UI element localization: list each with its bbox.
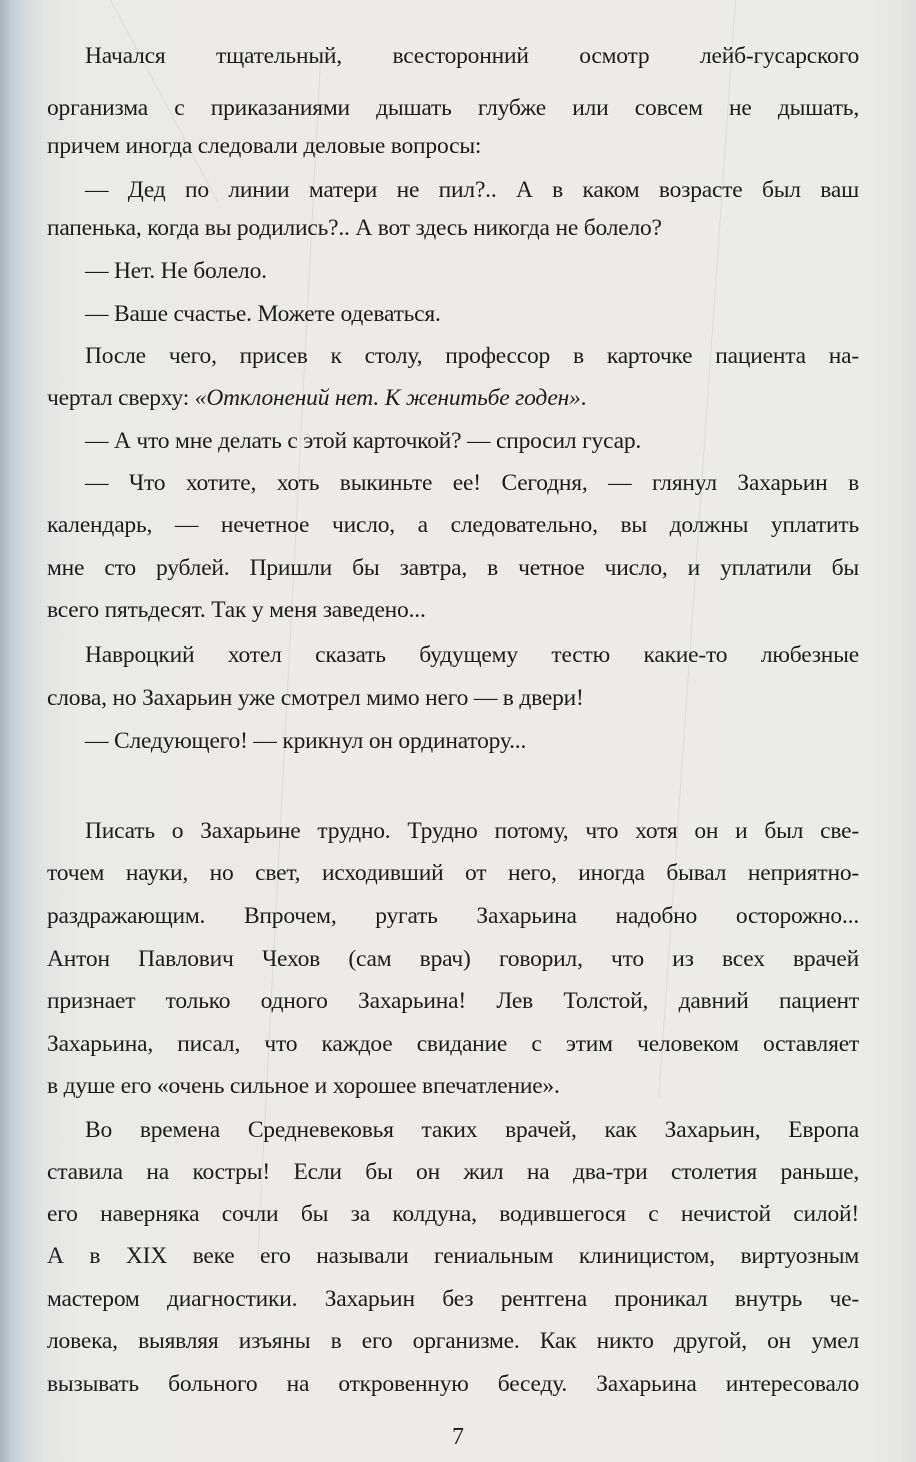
text-span: чертал сверху:	[47, 385, 195, 411]
text-line: После чего, присев к столу, профессор в карточке пациента на-	[85, 343, 859, 369]
text-line: — А что мне делать с этой карточкой? — спросил гусар.	[85, 428, 642, 454]
text-line: папенька, когда вы родились?.. А вот здесь никогда не болело?	[47, 215, 662, 241]
text-line	[47, 383, 586, 413]
text-line: мастером диагностики. Захарьин без рентгена проникал внутрь че-	[47, 1286, 859, 1312]
text-line: точем науки, но свет, исходивший от него, иногда бывал неприятно-	[47, 860, 859, 886]
text-line: мне сто рублей. Пришли бы завтра, в четное число, и уплатили бы	[47, 555, 859, 581]
text-line: Начался тщательный, всесторонний осмотр лейб-гусарского	[85, 43, 859, 69]
text-line: календарь, — нечетное число, а следовательно, вы должны уплатить	[47, 512, 859, 538]
text-line: Во времена Средневековья таких врачей, как Захарьин, Европа	[85, 1117, 859, 1143]
text-line: раздражающим. Впрочем, ругать Захарьина надобно осторожно...	[47, 903, 859, 929]
text-line: — Дед по линии матери не пил?.. А в каком возрасте был ваш	[85, 177, 859, 203]
text-line: Навроцкий хотел сказать будущему тестю какие-то любезные	[85, 642, 859, 668]
text-span: .	[580, 385, 587, 411]
text-line: всего пятьдесят. Так у меня заведено...	[47, 597, 426, 623]
paper-crease	[658, 0, 736, 1097]
text-line: ставила на костры! Если бы он жил на два-три столетия раньше,	[47, 1159, 859, 1185]
text-line: — Нет. Не болело.	[85, 258, 267, 284]
italic-quote: «Отклонений нет. К женитьбе годен»	[194, 385, 581, 411]
text-line: слова, но Захарьин уже смотрел мимо него — в двери!	[47, 685, 584, 711]
text-line: причем иногда следовали деловые вопросы:	[47, 133, 482, 159]
text-line: в душе его «очень сильное и хорошее впечатление».	[47, 1073, 560, 1099]
text-line: признает только одного Захарьина! Лев Толстой, давний пациент	[47, 988, 859, 1014]
text-line: его наверняка сочли бы за колдуна, водившегося с нечистой силой!	[47, 1201, 859, 1227]
text-line: — Ваше счастье. Можете одеваться.	[85, 301, 441, 327]
text-line: — Что хотите, хоть выкиньте ее! Сегодня, — глянул Захарьин в	[85, 470, 859, 496]
text-line: Антон Павлович Чехов (сам врач) говорил, что из всех врачей	[47, 946, 859, 972]
text-line: Писать о Захарьине трудно. Трудно потому, что хотя он и был све-	[85, 818, 859, 844]
text-line: вызывать больного на откровенную беседу. Захарьина интересовало	[47, 1371, 859, 1397]
text-line: ловека, выявляя изъяны в его организме. Как никто другой, он умел	[47, 1328, 859, 1354]
text-line: Захарьина, писал, что каждое свидание с этим человеком оставляет	[47, 1031, 859, 1057]
text-line: А в XIX веке его называли гениальным клиницистом, виртуозным	[47, 1243, 859, 1269]
page-number: 7	[452, 1424, 464, 1450]
text-line: — Следующего! — крикнул он ординатору...	[85, 728, 527, 754]
text-line: организма с приказаниями дышать глубже или совсем не дышать,	[47, 95, 859, 121]
